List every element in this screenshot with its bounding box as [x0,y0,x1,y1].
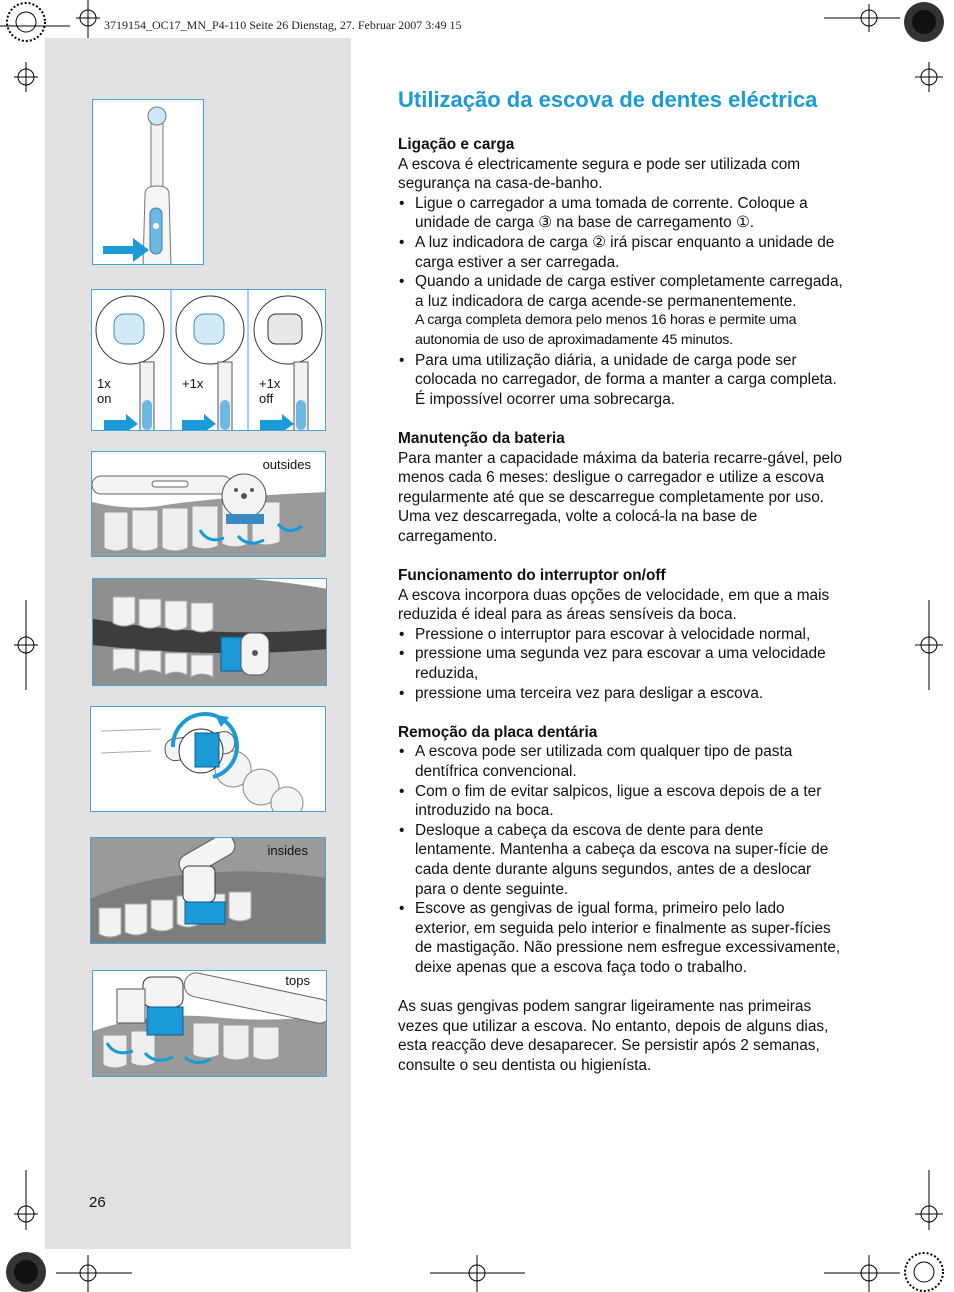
figure-charging-toothbrush [92,99,204,265]
list-item: • Desloque a cabeça da escova de dente para dente lentamente. Mantenha a cabeça da escova na super-fície de cada dente durante alguns segundos, antes de a deslocar para o dente seguinte. [398,821,843,899]
main-content [398,88,843,1076]
section-title: Funcionamento do interruptor on/off [398,567,666,585]
tops-label: tops [285,973,310,988]
figure-tooth-rotation [90,706,326,812]
list-item: • A luz indicadora de carga ② irá piscar enquanto a unidade de carga estiver a ser carregada. [398,233,843,272]
figure-brushing-outsides [91,451,326,557]
section-intro: A escova incorpora duas opções de velocidade, em que a mais reduzida é ideal para as áreas sensíveis da boca. [398,586,830,624]
speed-label-3: +1x off [259,376,281,406]
list-item: • Pressione o interruptor para escovar à velocidade normal, [398,625,843,645]
list-item: • pressione uma terceira vez para desligar a escova. [398,684,843,704]
bullet-list [398,194,843,410]
section-title: Manutenção da bateria [398,429,565,447]
page-number: 26 [89,1194,106,1211]
section-title: Ligação e carga [398,136,515,153]
figure-brushing-tops [92,970,327,1077]
section-intro: A escova é electricamente segura e pode ser utilizada com segurança na casa-de-banho. [398,155,801,193]
list-item: • Escove as gengivas de igual forma, primeiro pelo lado exterior, em seguida pelo interior e finalmente as super-fícies de mastigação. Não pressione nem esfregue excessivamente, deixe apenas que a escova faça todo o trabalho. [398,899,843,977]
list-item: • pressione uma segunda vez para escovar a uma velocidade reduzida, [398,644,843,683]
list-item [398,272,843,350]
open-mouth-illustration [93,579,327,686]
section-switch [398,566,843,703]
list-item: • A escova pode ser utilizada com qualquer tipo de pasta dentífrica convencional. [398,742,843,781]
section-battery [398,429,843,547]
figure-speed-modes [91,289,326,431]
toothbrush-illustration [93,100,204,265]
outsides-label: outsides [262,457,311,472]
charge-time-note: A carga completa demora pelo menos 16 horas e permite uma autonomia de uso de aproximadamente 45 minutos. [415,312,797,348]
figure-open-mouth [92,578,327,686]
bullet-list [398,625,843,703]
section-charging [398,135,843,409]
list-item-text: Quando a unidade de carga estiver completamente carregada, a luz indicadora de carga acende-se permanentemente. [415,273,843,310]
list-item: • Com o fim de evitar salpicos, ligue a escova depois de a ter introduzido na boca. [398,782,843,821]
figure-brushing-insides [90,837,326,944]
section-plaque [398,723,843,978]
section-title: Remoção da placa dentária [398,723,598,741]
print-header: 3719154_OC17_MN_P4-110 Seite 26 Dienstag, 27. Februar 2007 3:49 15 [104,18,462,32]
page-title: Utilização da escova de dentes eléctrica [398,87,818,112]
tooth-rotation-illustration [91,707,326,812]
list-item: • Ligue o carregador a uma tomada de corrente. Coloque a unidade de carga ③ na base de carregamento ①. [398,194,843,233]
list-item: • Para uma utilização diária, a unidade de carga pode ser colocada no carregador, de forma a manter a carga completa. É impossível ocorrer uma sobrecarga. [398,351,843,410]
speed-label-2: +1x [182,376,204,391]
speed-modes-illustration [92,290,326,431]
bullet-list [398,742,843,977]
speed-label-1: 1x on [97,376,112,406]
section-intro: Para manter a capacidade máxima da bateria recarre-gável, pelo menos cada 6 meses: desligue o carregador e utilize a escova regularmente até que se descarregue completamente por uso. Uma vez descarregada, volte a colocá-la na base de carregamento. [398,449,842,545]
closing-paragraph: As suas gengivas podem sangrar ligeiramente nas primeiras vezes que utilizar a escova. No entanto, depois de alguns dias, esta reacção deve desaparecer. Se persistir após 2 semanas, consulte o seu dentista ou higienísta. [398,998,829,1074]
insides-label: insides [267,843,308,858]
